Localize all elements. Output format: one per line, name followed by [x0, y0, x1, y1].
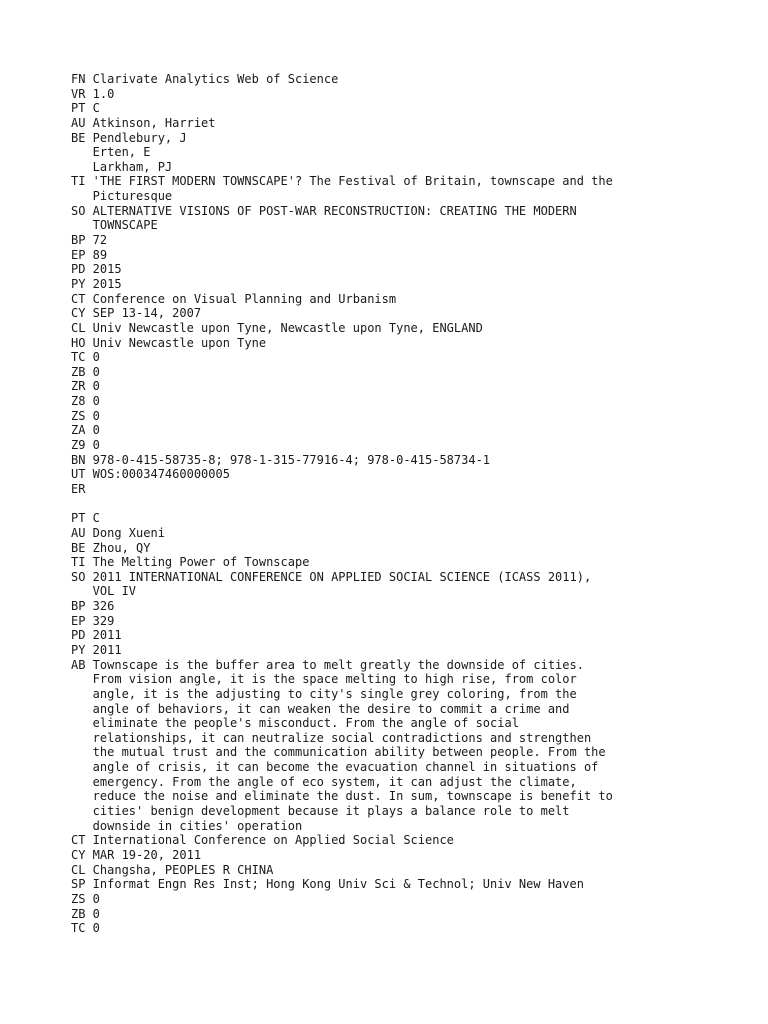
text-line: FN Clarivate Analytics Web of Science — [71, 72, 339, 86]
text-line: CY SEP 13-14, 2007 — [71, 306, 202, 321]
text-line: CT Conference on Visual Planning and Urbanism — [71, 291, 397, 306]
text-line: angle of behaviors, it can weaken the desire to commit a crime and — [71, 701, 570, 716]
text-line: TI The Melting Power of Townscape — [71, 555, 310, 570]
text-line: PY 2011 — [71, 642, 122, 657]
text-line: AU Dong Xueni — [71, 525, 165, 540]
text-line: Z9 0 — [71, 438, 100, 453]
text-line: PY 2015 — [71, 276, 122, 291]
text-line: relationships, it can neutralize social contradictions and strengthen — [71, 730, 592, 745]
text-line: PT C — [71, 101, 100, 116]
text-line: the mutual trust and the communication ability between people. From the — [71, 745, 606, 760]
text-line: reduce the noise and eliminate the dust. In sum, townscape is benefit to — [71, 789, 613, 804]
text-line: CL Univ Newcastle upon Tyne, Newcastle upon Tyne, ENGLAND — [71, 320, 483, 335]
text-line: BE Zhou, QY — [71, 540, 151, 555]
text-line: AB Townscape is the buffer area to melt greatly the downside of cities. — [71, 657, 584, 672]
text-line: SO ALTERNATIVE VISIONS OF POST-WAR RECONSTRUCTION: CREATING THE MODERN — [71, 203, 577, 218]
text-line: ER — [71, 481, 86, 496]
text-line: TOWNSCAPE — [71, 218, 158, 233]
text-line: ZA 0 — [71, 423, 100, 438]
text-line: CY MAR 19-20, 2011 — [71, 847, 202, 862]
text-line: CL Changsha, PEOPLES R CHINA — [71, 862, 274, 877]
text-line: downside in cities' operation — [71, 818, 303, 833]
text-line: Z8 0 — [71, 394, 100, 409]
text-line: Picturesque — [71, 189, 173, 204]
text-line: EP 89 — [71, 247, 108, 262]
text-line: angle of crisis, it can become the evacuation channel in situations of — [71, 760, 599, 775]
text-line: Larkham, PJ — [71, 159, 173, 174]
text-line: TC 0 — [71, 921, 100, 936]
text-line: HO Univ Newcastle upon Tyne — [71, 335, 267, 350]
text-line — [71, 497, 613, 512]
text-line: BP 72 — [71, 233, 108, 248]
text-line: From vision angle, it is the space melting to high rise, from color — [71, 672, 577, 687]
text-line: CT International Conference on Applied Social Science — [71, 833, 454, 848]
text-line: emergency. From the angle of eco system, it can adjust the climate, — [71, 774, 577, 789]
text-line: VR 1.0 — [71, 86, 115, 101]
text-line: VOL IV — [71, 584, 137, 599]
text-line: PT C — [71, 511, 100, 526]
text-line: Erten, E — [71, 145, 151, 160]
text-line: ZS 0 — [71, 408, 100, 423]
text-line: BP 326 — [71, 599, 115, 614]
text-line: EP 329 — [71, 613, 115, 628]
text-line: SP Informat Engn Res Inst; Hong Kong Univ Sci & Technol; Univ New Haven — [71, 877, 584, 892]
text-line: ZB 0 — [71, 364, 100, 379]
text-line: TI 'THE FIRST MODERN TOWNSCAPE'? The Festival of Britain, townscape and the — [71, 174, 613, 189]
text-line: PD 2015 — [71, 262, 122, 277]
text-line: TC 0 — [71, 350, 100, 365]
text-line: PD 2011 — [71, 628, 122, 643]
text-line: SO 2011 INTERNATIONAL CONFERENCE ON APPLIED SOCIAL SCIENCE (ICASS 2011), — [71, 569, 592, 584]
text-line: AU Atkinson, Harriet — [71, 115, 216, 130]
text-line: UT WOS:000347460000005 — [71, 467, 230, 482]
text-line: BN 978-0-415-58735-8; 978-1-315-77916-4; 978-0-415-58734-1 — [71, 452, 491, 467]
text-line: ZR 0 — [71, 379, 100, 394]
text-line: BE Pendlebury, J — [71, 130, 187, 145]
text-line: cities' benign development because it plays a balance role to melt — [71, 804, 570, 819]
text-line: angle, it is the adjusting to city's single grey coloring, from the — [71, 686, 577, 701]
text-line: ZS 0 — [71, 891, 100, 906]
text-line: ZB 0 — [71, 906, 100, 921]
text-line: eliminate the people's misconduct. From the angle of social — [71, 716, 519, 731]
record-document — [71, 72, 613, 936]
